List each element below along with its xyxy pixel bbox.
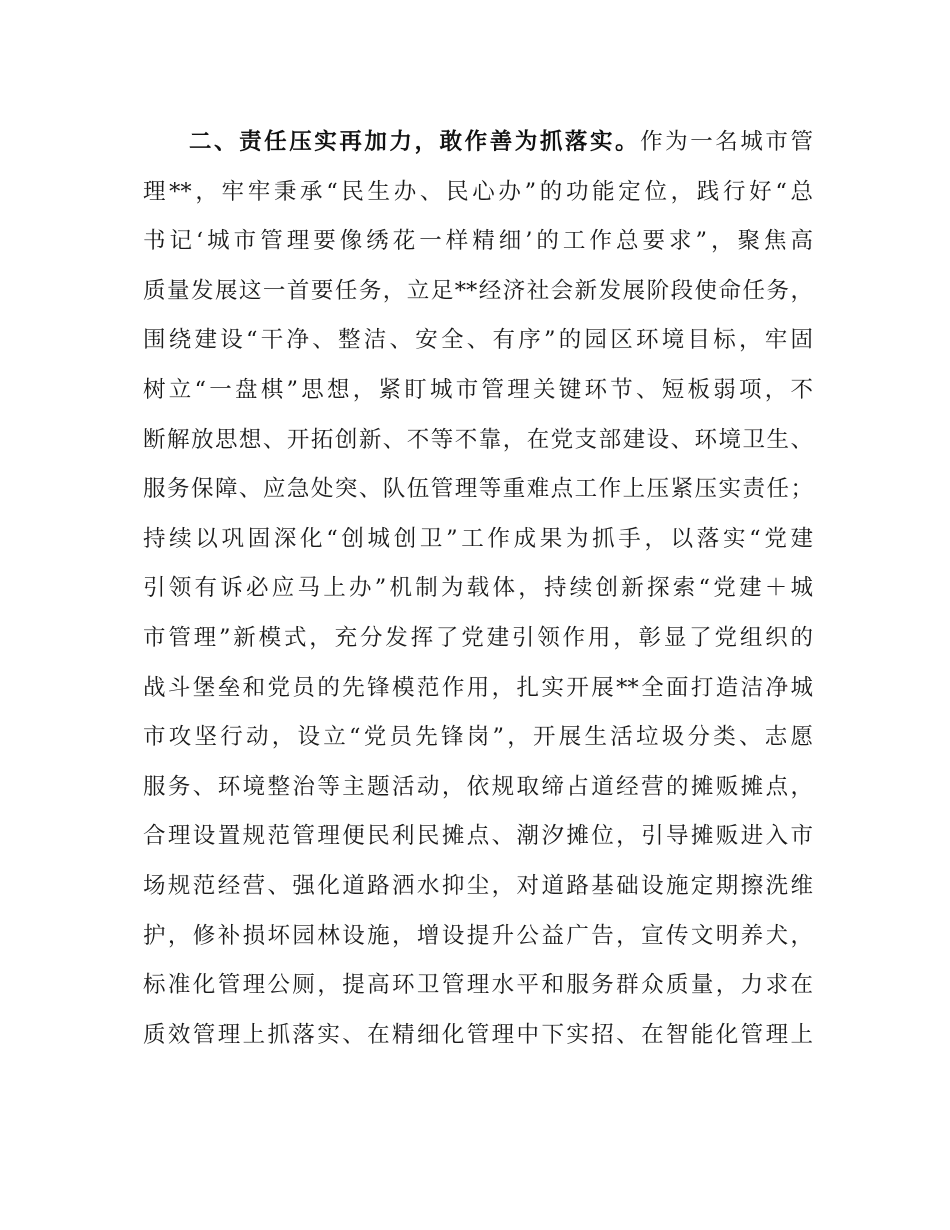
text-line: 质量发展这一首要任务，立足**经济社会新发展阶段使命任务， [143, 277, 813, 304]
text-line: 持续以巩固深化“创城创卫”工作成果为抓手，以落实“党建 [143, 525, 813, 552]
body-text [143, 122, 813, 1064]
text-line: 服务保障、应急处突、队伍管理等重难点工作上压紧压实责任； [143, 476, 813, 503]
text-line: 围绕建设“干净、整洁、安全、有序”的园区环境目标，牢固 [143, 327, 813, 354]
text-line: 市攻坚行动，设立“党员先锋岗”，开展生活垃圾分类、志愿 [143, 724, 813, 751]
paragraph-first-line [143, 122, 813, 172]
text-line: 标准化管理公厕，提高环卫管理水平和服务群众质量，力求在 [143, 972, 813, 999]
text-line: 引领有诉必应马上办”机制为载体，持续创新探索“党建＋城 [143, 575, 813, 602]
text-line: 护，修补损坏园林设施，增设提升公益广告，宣传文明养犬， [143, 922, 813, 949]
text-line: 书记‘城市管理要像绣花一样精细’的工作总要求”，聚焦高 [143, 228, 813, 255]
text-line: 理**，牢牢秉承“民生办、民心办”的功能定位，践行好“总 [143, 178, 813, 205]
text-line: 树立“一盘棋”思想，紧盯城市管理关键环节、短板弱项，不 [143, 376, 813, 403]
text-line: 服务、环境整治等主题活动，依规取缔占道经营的摊贩摊点， [143, 773, 813, 800]
text-line: 合理设置规范管理便民利民摊点、潮汐摊位，引导摊贩进入市 [143, 823, 813, 850]
section-heading: 二、责任压实再加力，敢作善为抓落实。 [189, 129, 641, 155]
text-line: 场规范经营、强化道路洒水抑尘，对道路基础设施定期擦洗维 [143, 872, 813, 899]
text-line: 质效管理上抓落实、在精细化管理中下实招、在智能化管理上 [143, 1021, 813, 1048]
text-line: 断解放思想、开拓创新、不等不靠，在党支部建设、环境卫生、 [143, 426, 813, 453]
text-line: 作为一名城市管 [640, 129, 813, 155]
text-line: 战斗堡垒和党员的先锋模范作用，扎实开展**全面打造洁净城 [143, 674, 813, 701]
text-line: 市管理”新模式，充分发挥了党建引领作用，彰显了党组织的 [143, 624, 813, 651]
